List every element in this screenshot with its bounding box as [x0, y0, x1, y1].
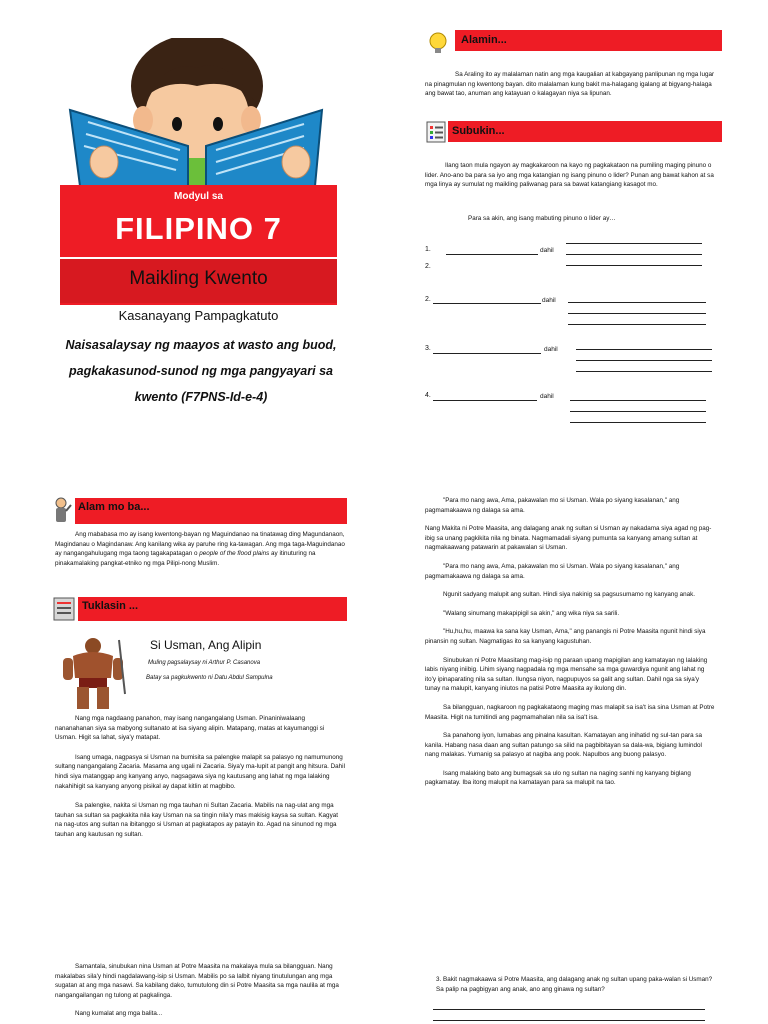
alamin-title: Alamin... [461, 34, 507, 46]
explanation-line[interactable] [566, 254, 702, 255]
explanation-line[interactable] [570, 411, 706, 412]
story-paragraph: "Hu,hu,hu, maawa ka sana kay Usman, Ama," ang panangis ni Potre Maasita ngunit hindi siya pinansin ng sultan. Nagmatigas ito sa kanyang kagustuhan. [425, 628, 706, 645]
item-number-2b: 2. [425, 296, 431, 303]
story-paragraph: Nang Makita ni Potre Maasita, ang dalagang anak ng sultan si Usman ay nakadama siya agad ng pag-ibig sa unang pagkikita nila ng binata. Nagmamadali siyang pumunta sa kanyang amang sultan at nagmakaawang patawarin at pakawalan si Usman. [425, 525, 712, 552]
alam-mo-ba-text-after: ay itinuturing na pinakamalaking pangkat-etniko ng mga Pilipi-nong Muslim. [55, 550, 316, 567]
explanation-line[interactable] [576, 371, 712, 372]
explanation-line[interactable] [566, 243, 702, 244]
alam-mo-ba-title: Alam mo ba... [78, 501, 150, 513]
question-3: 3. Bakit nagmakaawa si Potre Maasita, ang dalagang anak ng sultan upang paka-walan si Usman? Sa palip na pagbigyan ang anak, ano ang ginawa ng sultan? [436, 976, 713, 993]
explanation-line[interactable] [576, 349, 712, 350]
topic-banner [60, 257, 337, 303]
tuklasin-title: Tuklasin ... [82, 600, 139, 612]
story-byline-1: Muling pagsalaysay ni Arthur P. Casanova [148, 660, 261, 666]
explanation-line[interactable] [568, 313, 706, 314]
book-icon [52, 595, 76, 623]
story-paragraph: Nang kumalat ang mga balita... [75, 1010, 163, 1018]
answer-line[interactable] [433, 400, 537, 401]
story-paragraph: Sa palengke, nakita si Usman ng mga tauhan ni Sultan Zacaria. Mabilis na nag-ulat ang mga tauhan sa sultan sa pagkakita nila kay Usman na sa tingin nila'y mas makisig kaysa sa sultan. Kagyat na nag-utos ang sultan na ibitanggo si Usman at pagkatapos ay patayin ito. Agad na sinunod ng mga tauhan ang kautusan ng sultan. [55, 802, 338, 838]
story-body-left [55, 714, 345, 840]
alamin-text: Sa Araling ito ay malalaman natin ang mga kaugalian at kabgayang panlipunan ng mga lugar na pinagmulan ng kwentong bayan. dito malalaman kung bakit ma-halagang igalang at bigyang-halaga ang bawat tao, anuman ang katayuan o kalagayan niya sa lipunan. [425, 71, 715, 98]
story-paragraph: Sa panahong iyon, lumabas ang pinalna kasultan. Kamatayan ang inihatid ng sul-tan para sa kanila. Habang nasa daan ang sultan patungo sa silid na pagbibitayan sa dala-wa, bigiang lumindol nang malakas. Yumanig sa palasyo at nagiba ang pook. Napulbos ang buong palasyo. [425, 732, 703, 759]
answer-line[interactable] [433, 303, 541, 304]
answer-line[interactable] [433, 353, 541, 354]
cover-red-box [60, 185, 337, 305]
story-paragraph: Sa bilangguan, nagkaroon ng pagkakataong maging mas malapit sa isa't isa sina Usman at Potre Maasita. Higit na tumitindi ang pagmamahalan nila sa isa't isa. [425, 703, 715, 721]
competency-line-1: Naisasalaysay ng maayos at wasto ang buod, [65, 338, 337, 352]
boy-reading-illustration [60, 38, 335, 186]
dahil-label: dahil [540, 393, 554, 400]
subject-title: FILIPINO 7 [115, 211, 282, 246]
item-number-4: 4. [425, 392, 431, 399]
cover-illustration [60, 38, 335, 186]
dahil-label: dahil [544, 346, 558, 353]
subukin-title: Subukin... [452, 125, 505, 137]
item-number-1: 1. [425, 246, 431, 253]
item-number-2: 2. [425, 263, 431, 270]
answer-line[interactable] [446, 254, 538, 255]
story-paragraph: Isang umaga, nagpasya si Usman na bumisita sa palengke malapit sa palasyo ng namumunong sultang nangangalang Zacaria. Masama ang ugali ni Zacaria. Siya'y ma-lupit at pangit ang hitsura. Dahil hindi siya matanggap ang kanyang anyo, nagsagawa siya ng kautusang ang lahat ng mga lalaking nakahihigit sa kanyang anyong pisikal ay dapat kitlin at magbibo. [55, 753, 345, 790]
pointer-person-icon [52, 497, 72, 525]
story-paragraph: Ngunit sadyang malupit ang sultan. Hindi siya nakinig sa pagsusumamo ng kanyang anak. [443, 591, 696, 599]
answer-line[interactable] [433, 1020, 705, 1021]
checklist-icon [425, 120, 447, 144]
story-body-right [425, 496, 715, 788]
item-number-3: 3. [425, 345, 431, 352]
story-body-bottom [55, 962, 345, 1019]
competency-heading: Kasanayang Pampagkatuto [118, 308, 279, 323]
story-byline-2: Batay sa pagkukwento ni Datu Abdul Sampulna [146, 675, 273, 681]
story-paragraph: "Para mo nang awa, Ama, pakawalan mo si Usman. Wala po siyang kasalanan," ang pagmamakaawa ng dalaga sa ama. [425, 497, 680, 514]
competency-line-2: pagkakasunod-sunod ng mga pangyayari sa [69, 364, 333, 378]
story-paragraph: "Walang sinumang makapipigil sa akin," ang wika niya sa sarili. [443, 609, 620, 617]
explanation-line[interactable] [566, 265, 702, 266]
alam-mo-ba-text-main: Ang mababasa mo ay isang kwentong-bayan ng Maguindanao na tinatawag ding Magundanaon, Magindanau o Magindanaw. Ang kanilang wika ay paruhe ring ka-tawagan. Ang mga taga-Maguindanao ay nangangahulugang mga taong tagakapatagan o [55, 531, 345, 558]
dahil-label: dahil [540, 247, 554, 254]
subukin-prompt: Para sa akin, ang isang mabuting pinuno o lider ay… [468, 215, 616, 222]
explanation-line[interactable] [568, 324, 706, 325]
story-paragraph: Isang malaking bato ang bumagsak sa ulo ng sultan na naging sanhi ng kanyang biglang pagkamatay. Iba itong malupit na kamatayan para sa malupit na tao. [425, 769, 691, 787]
alam-mo-ba-italic: people of the flood plains [199, 550, 270, 558]
topic-title: Maikling Kwento [129, 268, 268, 289]
lightbulb-icon [425, 30, 451, 56]
explanation-line[interactable] [568, 302, 706, 303]
subukin-intro: Ilang taon mula ngayon ay magkakaroon na kayo ng pagkakataon na pumiling maging pinuno o lider. Ano-ano ba para sa iyo ang mga katangian ng isang pinuno o lider? Punan ang bawat kahon at sa mga linya ay sumulat ng maikling paliwanag para sa bawat katangiang kasagot mo. [425, 162, 714, 189]
answer-line[interactable] [433, 1009, 705, 1010]
story-paragraph: Nang mga nagdaang panahon, may isang nangangalang Usman. Pinaniniwalaang nananahanan siya sa mabyong sultanato at isa siyang alipin. Matapang, matas at kayumanggi si Usman. Higit sa lahat, siya'y matapat. [55, 715, 325, 742]
alam-mo-ba-text [55, 530, 345, 568]
modyul-label: Modyul sa [174, 191, 223, 202]
competency-line-3: kwento (F7PNS-Id-e-4) [134, 390, 268, 404]
explanation-line[interactable] [576, 360, 712, 361]
story-paragraph: Samantala, sinubukan nina Usman at Potre Maasita na makalaya mula sa bilangguan. Nang makalabas sila'y hindi nagdalawang-isip si Usman. Mabilis po sa lalbit niyang tinutulungan ang mga sugatan at ang mga nasawi. Sa kabilang dako, tumutulong din si Potre Maasita sa mga naulila at mga nangangailangan ng tulong at pagkalinga. [55, 963, 339, 999]
explanation-line[interactable] [570, 422, 706, 423]
explanation-line[interactable] [570, 400, 706, 401]
story-paragraph: Sinubukan ni Potre Maasitang mag-isip ng paraan upang mapigilan ang kamatayan ng lalaking labis niyang iniibig. Lihim siyang nagpadala ng mga mensahe sa mga guwardiya ngunit ang lahat ng ito'y ipinaparating nila sa sultan. Ilungsa niyon, nagpupuyos sa galit ang sultan. Dahil nga sa siya'y tunay na malupit, kanyang iniutos na patisi Potre Maasita ay ikulong din. [425, 656, 708, 693]
story-title: Si Usman, Ang Alipin [150, 638, 262, 652]
competency-text [40, 332, 362, 410]
warrior-illustration [55, 634, 133, 714]
dahil-label: dahil [542, 297, 556, 304]
story-paragraph: "Para mo nang awa, Ama, pakawalan mo si Usman. Wala po siyang kasalanan," ang pagmamakaawa ng dalaga sa ama. [425, 562, 680, 580]
